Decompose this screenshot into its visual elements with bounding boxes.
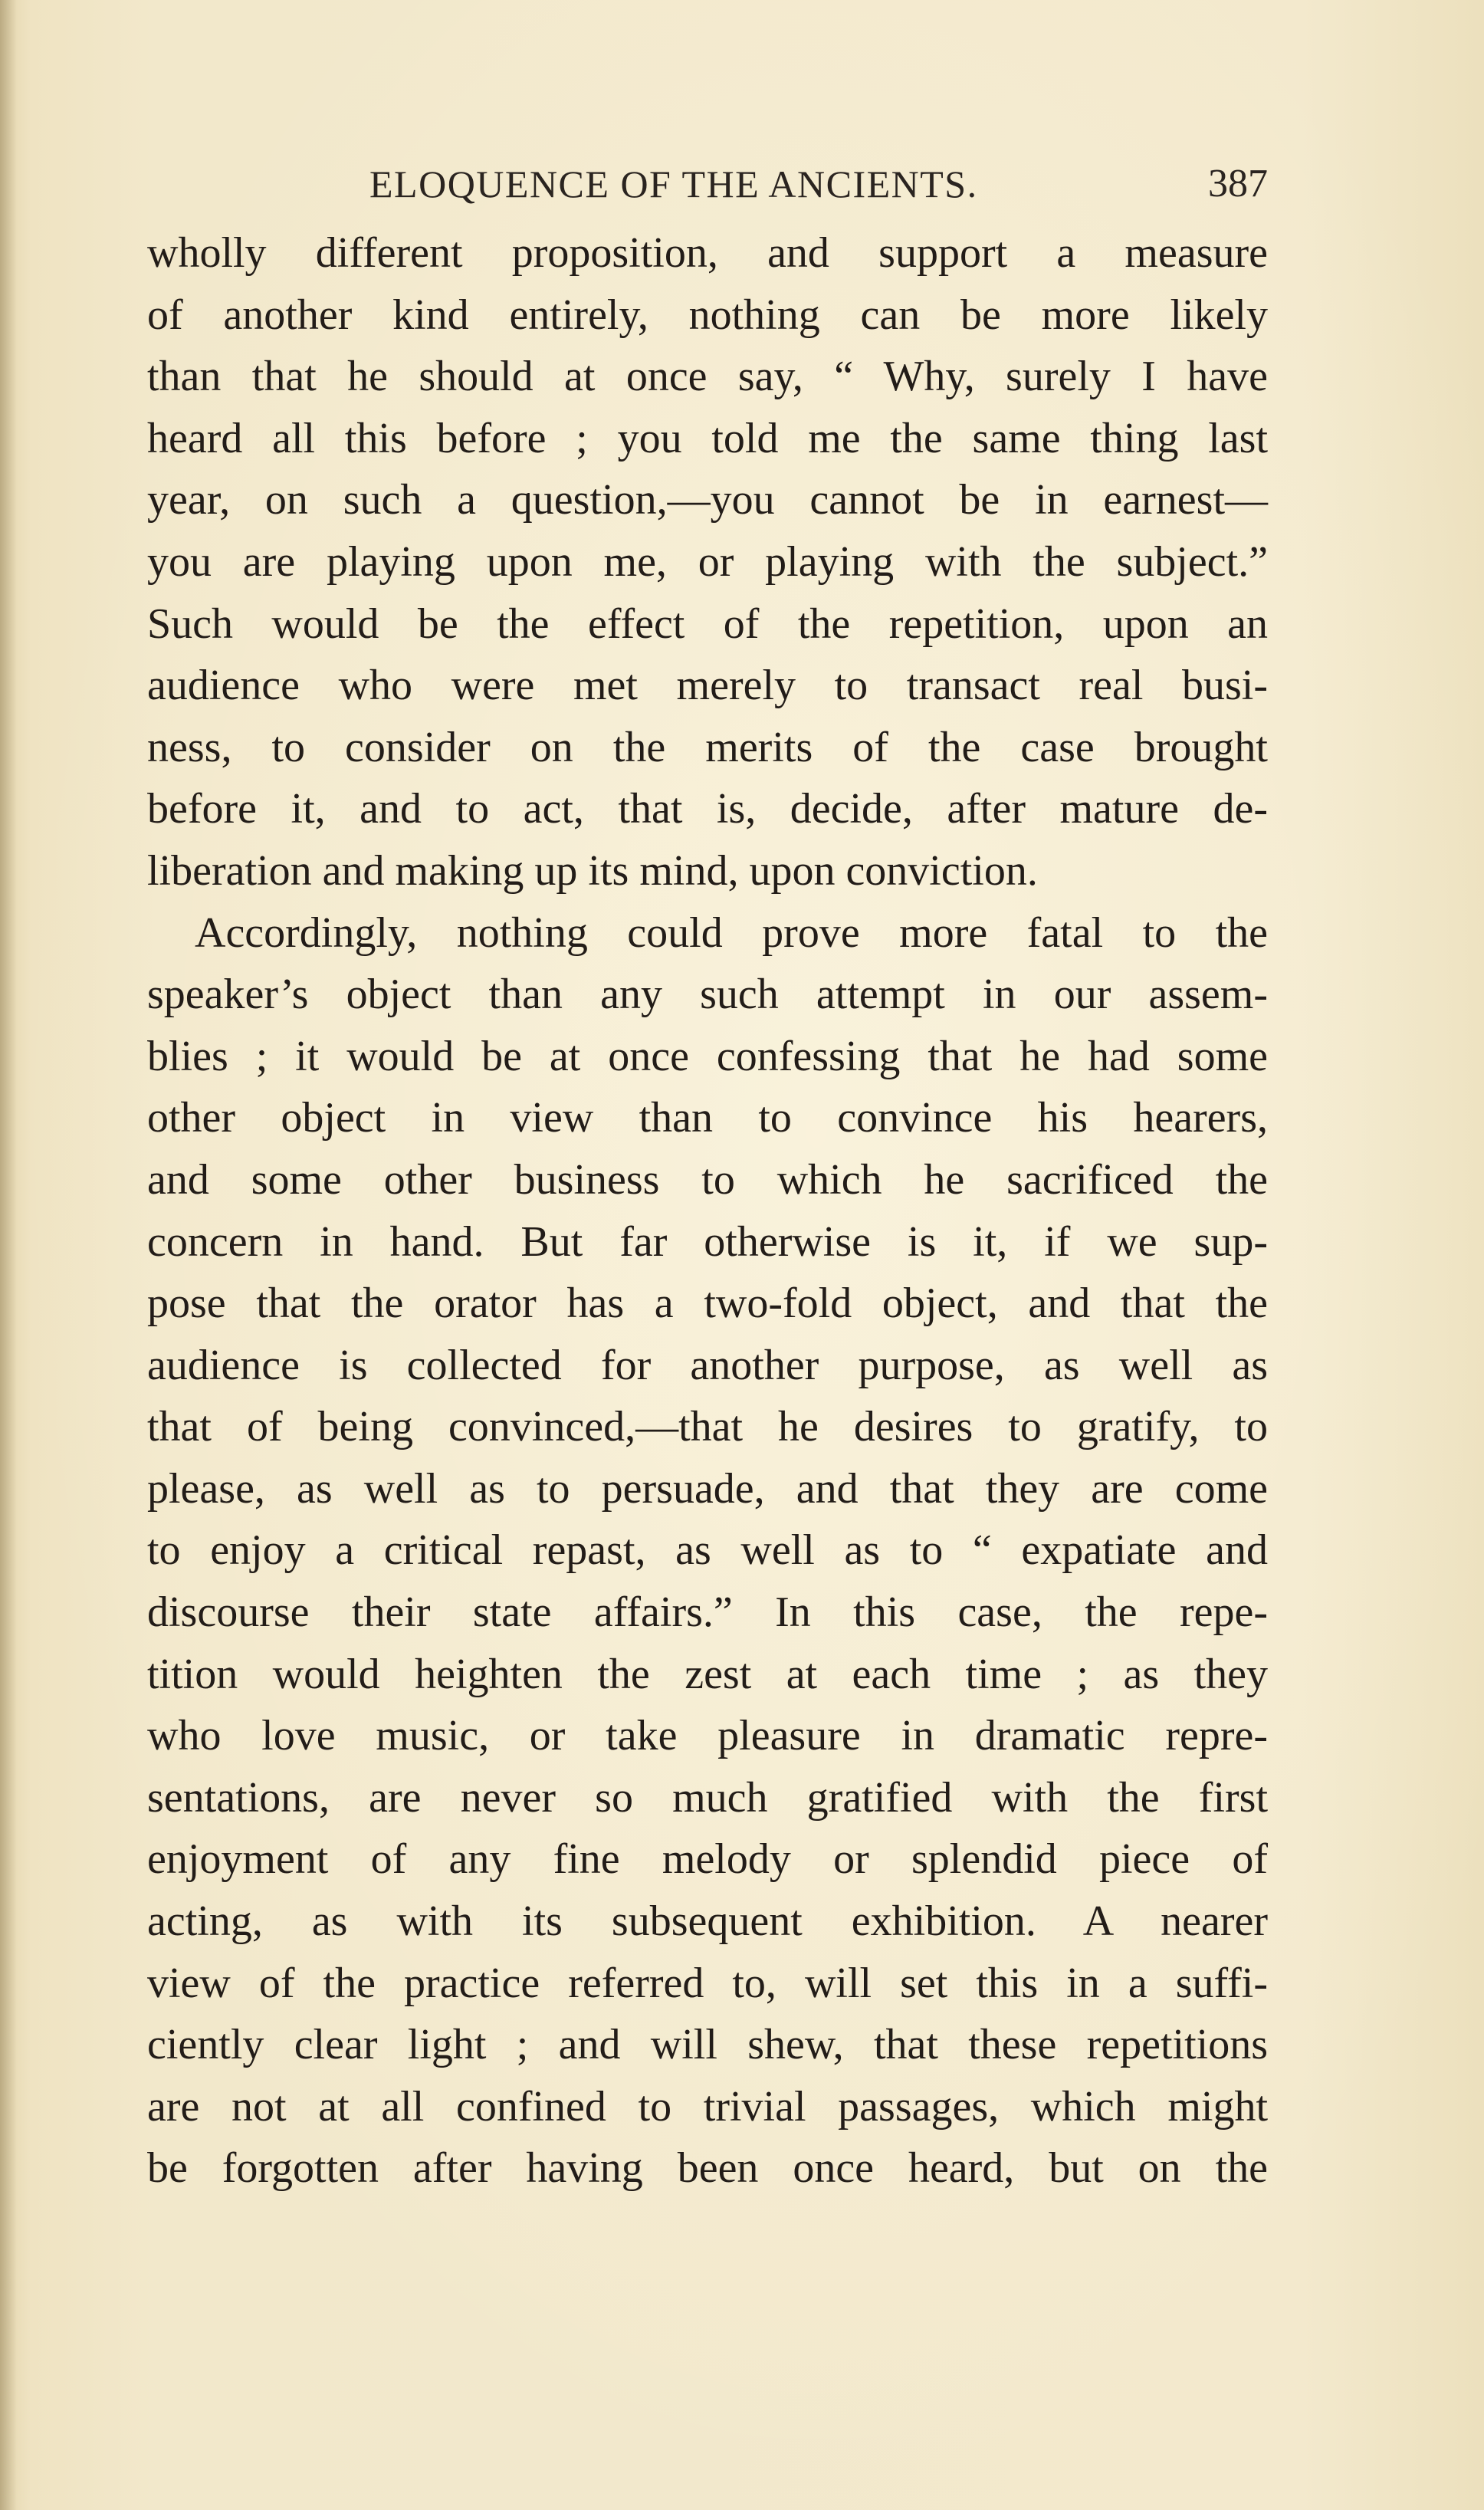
text-line: speaker’s object than any such attempt in our assem-: [147, 971, 1268, 1019]
text-line: please, as well as to persuade, and that they are come: [147, 1464, 1268, 1513]
text-line: be forgotten after having been once heard, but on the: [147, 2144, 1268, 2193]
running-title: ELOQUENCE OF THE ANCIENTS.: [369, 163, 978, 205]
page-number: 387: [1208, 162, 1268, 205]
text-line: Accordingly, nothing could prove more fatal to the: [195, 908, 1268, 957]
text-line: you are playing upon me, or playing with the subject.”: [147, 537, 1268, 586]
text-line: enjoyment of any fine melody or splendid piece of: [147, 1835, 1268, 1884]
text-line: than that he should at once say, “ Why, surely I have: [147, 353, 1268, 401]
text-line: who love music, or take pleasure in dramatic repre-: [147, 1712, 1268, 1760]
text-line: and some other business to which he sacrificed the: [147, 1155, 1268, 1204]
text-line: audience who were met merely to transact real busi-: [147, 662, 1268, 710]
text-line: acting, as with its subsequent exhibition. A nearer: [147, 1897, 1268, 1946]
text-line: audience is collected for another purpose, as well as: [147, 1341, 1268, 1389]
text-line: sentations, are never so much gratified with the first: [147, 1773, 1268, 1822]
text-line: concern in hand. But far otherwise is it, if we sup-: [147, 1217, 1268, 1266]
text-line: of another kind entirely, nothing can be more likely: [147, 291, 1268, 339]
text-line: wholly different proposition, and support a measure: [147, 229, 1268, 277]
running-head: [147, 153, 1268, 215]
text-line: to enjoy a critical repast, as well as to “ expatiate and: [147, 1526, 1268, 1575]
text-line: discourse their state affairs.” In this case, the repe-: [147, 1588, 1268, 1637]
text-line: that of being convinced,—that he desires to gratify, to: [147, 1403, 1268, 1451]
text-line: liberation and making up its mind, upon conviction.: [147, 846, 1038, 895]
text-line: ciently clear light ; and will shew, that these repetitions: [147, 2021, 1268, 2069]
text-line: view of the practice referred to, will set this in a suffi-: [147, 1959, 1268, 2007]
body-text: [147, 222, 1268, 2200]
text-line: Such would be the effect of the repetition, upon an: [147, 600, 1268, 648]
text-line: year, on such a question,—you cannot be in earnest—: [147, 476, 1268, 524]
text-line: tition would heighten the zest at each time ; as they: [147, 1650, 1268, 1698]
text-line: blies ; it would be at once confessing that he had some: [147, 1032, 1268, 1080]
text-line: heard all this before ; you told me the same thing last: [147, 414, 1268, 462]
gutter-shadow: [0, 0, 17, 2510]
text-line: are not at all confined to trivial passages, which might: [147, 2082, 1268, 2131]
text-line: pose that the orator has a two-fold object, and that the: [147, 1280, 1268, 1328]
text-line: before it, and to act, that is, decide, after mature de-: [147, 785, 1268, 833]
text-line: ness, to consider on the merits of the case brought: [147, 723, 1268, 771]
text-line: other object in view than to convince his hearers,: [147, 1094, 1268, 1142]
